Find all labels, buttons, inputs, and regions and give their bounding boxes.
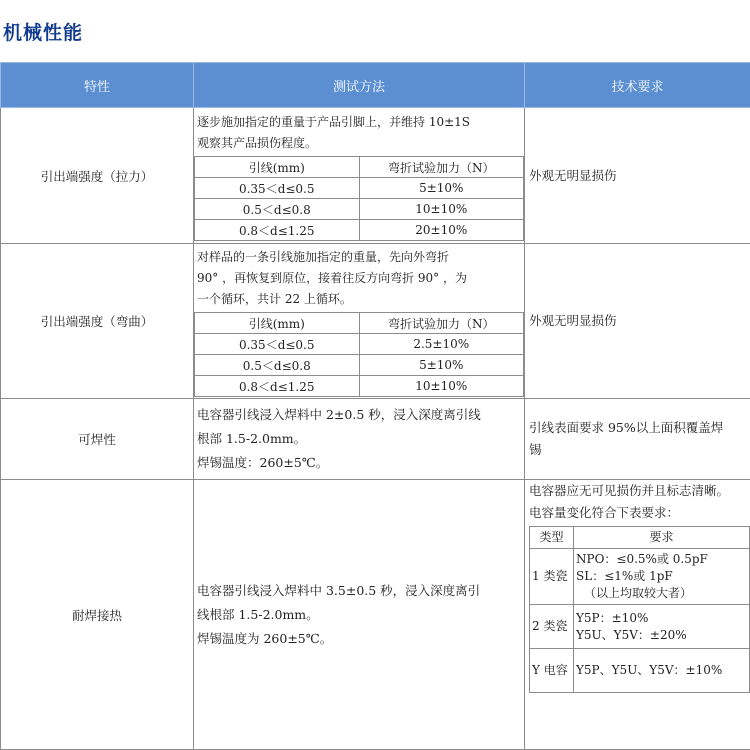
method-text: 根部 1.5-2.0mm。 — [197, 427, 521, 451]
force-table — [194, 312, 524, 397]
requirement-text: 引线表面要求 95%以上面积覆盖焊 — [529, 417, 750, 439]
lead-range: 0.35＜d≤0.5 — [195, 178, 360, 199]
method-text: 90° ，再恢复到原位，接着往反方向弯折 90° ，为 — [197, 268, 521, 289]
method-text: 线根部 1.5-2.0mm。 — [197, 603, 521, 627]
table-row — [1, 244, 750, 399]
requirement-tension — [525, 108, 750, 244]
table-row — [1, 399, 750, 480]
capacitor-type: 1 类瓷 — [530, 549, 574, 605]
capacitor-type: Y 电容 — [530, 649, 574, 693]
requirement-solderability — [525, 399, 750, 480]
requirement-line: Y5U、Y5V：±20% — [576, 627, 747, 644]
table-row — [1, 108, 750, 244]
requirement-text: 锡 — [529, 439, 750, 461]
force-value: 5±10% — [359, 178, 524, 199]
heat-header-req: 要求 — [574, 527, 750, 549]
method-text: 焊锡温度：260±5℃。 — [197, 451, 521, 475]
method-text: 逐步施加指定的重量于产品引脚上，并维持 10±1S — [197, 112, 521, 133]
heat-header-type: 类型 — [530, 527, 574, 549]
method-text: 一个循环，共计 22 上循环。 — [197, 289, 521, 310]
mechanical-properties-table — [0, 62, 750, 750]
requirement-solder-heat — [525, 480, 750, 750]
method-bending — [194, 244, 525, 399]
force-value: 20±10% — [359, 220, 524, 241]
header-test-method: 测试方法 — [194, 63, 525, 108]
lead-range: 0.5＜d≤0.8 — [195, 199, 360, 220]
force-value: 5±10% — [359, 355, 524, 376]
force-table — [194, 156, 524, 241]
table-row — [1, 480, 750, 750]
property-solder-heat: 耐焊接热 — [1, 480, 194, 750]
table-header-row — [1, 63, 750, 108]
requirement-text: 外观无明显损伤 — [529, 168, 617, 183]
property-bending: 引出端强度（弯曲） — [1, 244, 194, 399]
sub-header-force: 弯折试验加力（N） — [359, 313, 524, 334]
lead-range: 0.35＜d≤0.5 — [195, 334, 360, 355]
lead-range: 0.8＜d≤1.25 — [195, 376, 360, 397]
requirement-line: SL：≤1%或 1pF — [576, 568, 747, 585]
requirement-line: （以上均取较大者） — [576, 585, 747, 602]
method-text: 电容器引线浸入焊料中 2±0.5 秒，浸入深度离引线 — [197, 403, 521, 427]
lead-range: 0.8＜d≤1.25 — [195, 220, 360, 241]
requirement-line: Y5P：±10% — [576, 610, 747, 627]
capacitance-change-table — [529, 526, 750, 693]
requirement-text: 电容器应无可见损伤并且标志清晰。 — [529, 480, 750, 502]
method-solder-heat — [194, 480, 525, 750]
requirement-bending — [525, 244, 750, 399]
sub-header-force: 弯折试验加力（N） — [359, 157, 524, 178]
method-text: 焊锡温度为 260±5℃。 — [197, 627, 521, 651]
requirement-line: Y5P、Y5U、Y5V：±10% — [576, 662, 747, 679]
property-tension: 引出端强度（拉力） — [1, 108, 194, 244]
method-text: 观察其产品损伤程度。 — [197, 133, 521, 154]
capacitor-type: 2 类瓷 — [530, 605, 574, 649]
method-solderability — [194, 399, 525, 480]
method-text: 对样品的一条引线施加指定的重量，先向外弯折 — [197, 247, 521, 268]
property-solderability: 可焊性 — [1, 399, 194, 480]
header-requirement: 技术要求 — [525, 63, 750, 108]
lead-range: 0.5＜d≤0.8 — [195, 355, 360, 376]
page-title: 机械性能 — [3, 18, 83, 45]
header-property: 特性 — [1, 63, 194, 108]
sub-header-lead: 引线(mm) — [195, 313, 360, 334]
force-value: 10±10% — [359, 376, 524, 397]
requirement-line: NPO：≤0.5%或 0.5pF — [576, 551, 747, 568]
force-value: 2.5±10% — [359, 334, 524, 355]
requirement-text: 电容量变化符合下表要求： — [529, 502, 750, 524]
sub-header-lead: 引线(mm) — [195, 157, 360, 178]
force-value: 10±10% — [359, 199, 524, 220]
method-text: 电容器引线浸入焊料中 3.5±0.5 秒，浸入深度离引 — [197, 579, 521, 603]
method-tension — [194, 108, 525, 244]
requirement-text: 外观无明显损伤 — [529, 313, 617, 328]
